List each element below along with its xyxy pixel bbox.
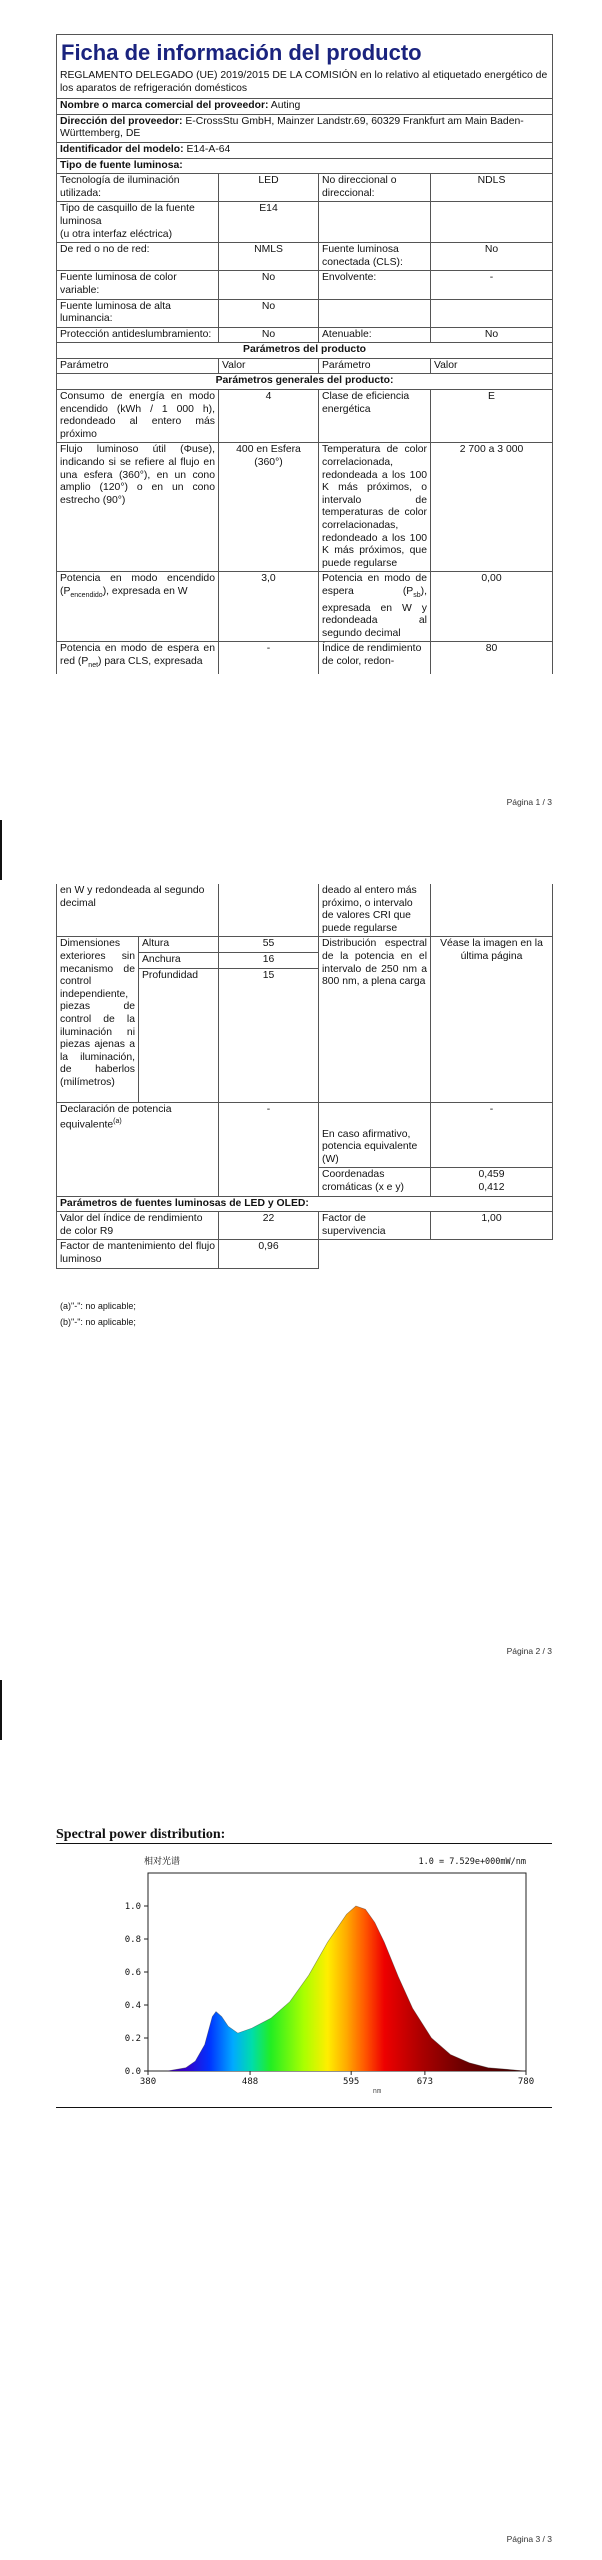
spec-value <box>431 299 553 327</box>
color-temp-label: Temperatura de color correlacionada, redondeada a los 100 K más próximos, o intervalo de temperaturas de color correlacionadas, redondeado a los 100 K más próximos, que puede regularse <box>319 443 431 572</box>
equivalent-label-text: Declaración de potencia equivalente <box>60 1103 172 1131</box>
empty-cell <box>431 884 553 937</box>
standby-sub: sb <box>413 592 421 600</box>
spec-value <box>431 202 553 243</box>
r9-label: Valor del índice de rendimiento de color R9 <box>57 1212 219 1240</box>
cri-label-cont: deado al entero más próximo, o intervalo de valores CRI que puede regularse <box>319 884 431 937</box>
spectral-chart <box>56 1846 552 2104</box>
spec-value: No <box>219 299 319 327</box>
general-row <box>57 443 553 572</box>
page-2 <box>0 880 602 1680</box>
spectral-label: Distribución espectral de la potencia en el intervalo de 250 nm a 800 nm, a plena carga <box>319 937 431 1102</box>
general-row <box>57 642 553 674</box>
on-power-label-text: Potencia en modo encendido (P <box>60 573 215 597</box>
spec-label: Envolvente: <box>319 271 431 299</box>
on-power-value: 3,0 <box>219 572 319 642</box>
maintenance-label: Factor de mantenimiento del flujo luminoso <box>57 1240 219 1268</box>
chroma-value <box>431 1168 553 1196</box>
spec-value: No <box>431 327 553 343</box>
empty-cell <box>319 1240 431 1268</box>
model-label: Identificador del modelo: <box>60 143 184 155</box>
empty-cell <box>219 884 319 937</box>
supplier-value: Auting <box>270 100 301 112</box>
depth-label: Profundidad <box>139 968 219 1102</box>
standby-label-post: ), expresada en W y redondeada al segundo decimal <box>322 585 427 639</box>
address-value: E-CrossStu GmbH, Mainzer Landstr.69, 60329 Frankfurt am Main Baden-Württemberg, DE <box>60 115 524 140</box>
standby-power-value: 0,00 <box>431 572 553 642</box>
supplier-label: Nombre o marca comercial del proveedor: <box>60 100 269 112</box>
y-tick-label: 0.2 <box>124 2034 141 2044</box>
model-value: E14-A-64 <box>186 143 231 155</box>
spec-label <box>57 202 219 243</box>
col-param-header: Parámetro <box>57 358 219 374</box>
spec-value: NDLS <box>431 174 553 202</box>
survival-value: 1,00 <box>431 1212 553 1240</box>
equivalent-power-decl-label <box>57 1102 219 1196</box>
spec-row <box>57 243 553 271</box>
page-number: Página 2 / 3 <box>506 1646 552 1656</box>
column-header-row <box>57 358 553 374</box>
spec-value: NMLS <box>219 243 319 271</box>
product-params-header: Parámetros del producto <box>57 343 553 359</box>
efficiency-class-label: Clase de eficiencia energética <box>319 390 431 443</box>
x-tick-label: 595 <box>343 2077 360 2087</box>
x-tick-label: 780 <box>517 2077 535 2087</box>
maintenance-value: 0,96 <box>219 1240 319 1268</box>
led-row <box>57 1240 553 1268</box>
spec-label-sub: (u otra interfaz eléctrica) <box>60 228 173 240</box>
page-number: Página 1 / 3 <box>506 797 552 807</box>
product-info-table-p2 <box>56 884 553 1269</box>
r9-value: 22 <box>219 1212 319 1240</box>
height-value: 55 <box>219 937 319 953</box>
spec-label: Protección antideslumbramiento: <box>57 327 219 343</box>
spec-value: No <box>219 271 319 299</box>
spec-value: No <box>431 243 553 271</box>
spec-row <box>57 299 553 327</box>
network-standby-value: - <box>219 642 319 674</box>
equivalent-power-decl-value: - <box>219 1102 319 1196</box>
survival-label: Factor de supervivencia <box>319 1212 431 1240</box>
network-standby-label <box>57 642 219 674</box>
equivalent-row <box>57 1102 553 1168</box>
cri-label: Índice de rendimiento de color, redon- <box>319 642 431 674</box>
height-label: Altura <box>139 937 219 953</box>
empty-cell <box>431 1240 553 1268</box>
spec-label: Fuente luminosa conectada (CLS): <box>319 243 431 271</box>
spec-label: Fuente luminosa de color variable: <box>57 271 219 299</box>
on-power-label <box>57 572 219 642</box>
y-tick-label: 1.0 <box>124 1902 141 1912</box>
spec-label: No direccional o direccional: <box>319 174 431 202</box>
address-label: Dirección del proveedor: <box>60 115 183 127</box>
spec-row <box>57 327 553 343</box>
standby-label-text: Potencia en modo de espera (P <box>322 573 427 597</box>
luminous-flux-label: Flujo luminoso útil (Φuse), indicando si se refiere al flujo en una esfera (360°), en un cono amplio (120°) o en un cono estrecho (90°) <box>57 443 219 572</box>
page-1 <box>0 0 602 820</box>
standby-power-label <box>319 572 431 642</box>
network-standby-post: ) para CLS, expresada <box>98 656 203 668</box>
spec-row <box>57 202 553 243</box>
energy-consumption-value: 4 <box>219 390 319 443</box>
spec-label-text: Tipo de casquillo de la fuente luminosa <box>60 203 195 227</box>
col-value-header: Valor <box>219 358 319 374</box>
spec-label: Atenuable: <box>319 327 431 343</box>
x-tick-label: 673 <box>416 2077 434 2087</box>
energy-consumption-label: Consumo de energía en modo encendido (kWh / 1 000 h), redondeado al entero más próximo <box>57 390 219 443</box>
x-axis-label: nm <box>372 2087 382 2095</box>
spectral-value: Véase la imagen en la última página <box>431 937 553 1102</box>
general-row <box>57 572 553 642</box>
spec-value: - <box>431 271 553 299</box>
source-type-label: Tipo de fuente luminosa: <box>57 158 553 174</box>
col-param-header: Parámetro <box>319 358 431 374</box>
on-power-sub: encendido <box>70 592 103 600</box>
regulation-text: REGLAMENTO DELEGADO (UE) 2019/2015 DE LA COMISIÓN en lo relativo al etiquetado energético de los aparatos de refrigeración domésticos <box>57 69 553 99</box>
product-info-table-p1 <box>56 34 553 674</box>
led-params-header: Parámetros de fuentes luminosas de LED y OLED: <box>57 1196 553 1212</box>
network-standby-text: Potencia en modo de espera en red (P <box>60 643 215 668</box>
spectrum-area <box>148 1906 526 2071</box>
spectral-top-rule <box>56 1843 552 1844</box>
spectral-bottom-rule <box>56 2107 552 2108</box>
efficiency-class-value: E <box>431 390 553 443</box>
spectral-title: Spectral power distribution: <box>56 1827 226 1842</box>
equivalent-power-value: - <box>431 1102 553 1168</box>
supplier-row <box>57 99 553 115</box>
chart-annotation: 1.0 = 7.529e+000mW/nm <box>418 1857 526 1867</box>
chroma-y: 0,412 <box>478 1181 505 1193</box>
chart-title: 相对光谱 <box>144 1857 181 1867</box>
y-tick-label: 0.6 <box>124 1968 141 1978</box>
spec-label <box>319 299 431 327</box>
spec-value: LED <box>219 174 319 202</box>
depth-value: 15 <box>219 968 319 1102</box>
continued-row <box>57 884 553 937</box>
col-value-header: Valor <box>431 358 553 374</box>
y-tick-label: 0.0 <box>124 2067 141 2077</box>
network-standby-sub: net <box>88 662 99 670</box>
footnote-a: (a)"-": no aplicable; <box>60 1301 136 1311</box>
spec-label: Fuente luminosa de alta luminancia: <box>57 299 219 327</box>
model-row <box>57 142 553 158</box>
spec-label <box>319 202 431 243</box>
spec-row <box>57 271 553 299</box>
cri-value: 80 <box>431 642 553 674</box>
chroma-label: Coordenadas cromáticas (x e y) <box>319 1168 431 1196</box>
spec-label: Tecnología de iluminación utilizada: <box>57 174 219 202</box>
width-label: Anchura <box>139 952 219 968</box>
page-number: Página 3 / 3 <box>506 2534 552 2544</box>
led-row <box>57 1212 553 1240</box>
x-tick-label: 488 <box>241 2077 259 2087</box>
chroma-x: 0,459 <box>478 1169 505 1181</box>
footnote-b: (b)"-": no aplicable; <box>60 1317 136 1327</box>
on-power-label-post: ), expresada en W <box>102 585 188 597</box>
spec-value: No <box>219 327 319 343</box>
spec-value: E14 <box>219 202 319 243</box>
network-standby-label-cont: en W y redondeada al segundo decimal <box>57 884 219 937</box>
width-value: 16 <box>219 952 319 968</box>
spec-label: De red o no de red: <box>57 243 219 271</box>
spec-row <box>57 174 553 202</box>
equivalent-power-label: En caso afirmativo, potencia equivalente (W) <box>319 1102 431 1168</box>
equivalent-sup: (a) <box>113 1118 122 1126</box>
address-row <box>57 114 553 142</box>
general-params-header: Parámetros generales del producto: <box>57 374 553 390</box>
general-row <box>57 390 553 443</box>
page-title: Ficha de información del producto <box>57 35 553 70</box>
dimensions-label: Dimensiones exteriores sin mecanismo de control independiente, piezas de control de la iluminación ni piezas ajenas a la iluminación, de haberlos (milímetros) <box>57 937 139 1102</box>
luminous-flux-value: 400 en Esfera (360°) <box>219 443 319 572</box>
color-temp-value: 2 700 a 3 000 <box>431 443 553 572</box>
x-tick-label: 380 <box>139 2077 157 2087</box>
y-tick-label: 0.4 <box>124 2001 141 2011</box>
dimension-row <box>57 937 553 953</box>
y-tick-label: 0.8 <box>124 1935 141 1945</box>
